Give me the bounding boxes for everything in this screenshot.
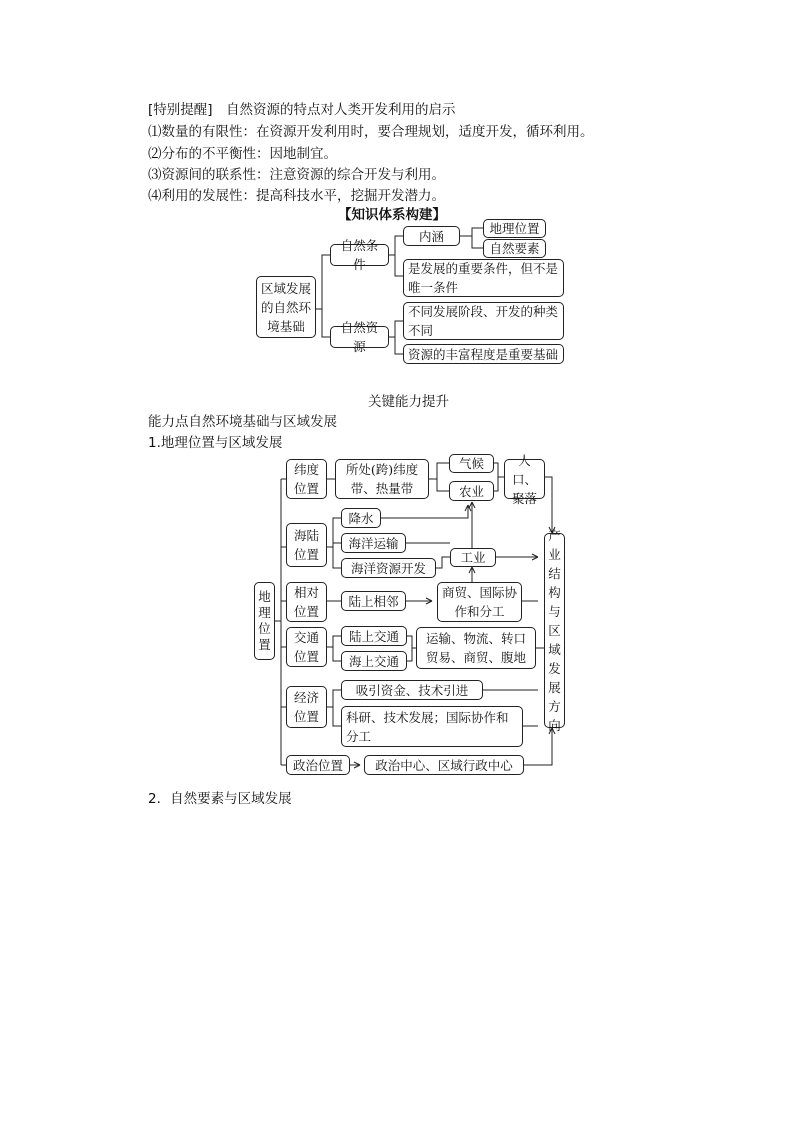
- ld-invest: 吸引资金、技术引进: [341, 680, 483, 700]
- ld-ocean-dev: 海洋资源开发: [341, 558, 436, 578]
- km-connotation: 内涵: [403, 226, 460, 246]
- km-natural-elements: 自然要素: [483, 239, 546, 258]
- tip-heading: [特别提醒] 自然资源的特点对人类开发利用的启示: [148, 102, 456, 118]
- ld-political-center: 政治中心、区域行政中心: [364, 755, 524, 775]
- ld-land-traffic: 陆上交通: [341, 626, 407, 646]
- ld-shipping: 海洋运输: [341, 533, 406, 553]
- ld-agriculture: 农业: [449, 481, 494, 501]
- km-natural-conditions: 自然条件: [330, 244, 389, 266]
- km-important-condition: 是发展的重要条件，但不是唯一条件: [403, 259, 564, 297]
- ld-logistics: 运输、物流、转口贸易、商贸、腹地: [416, 627, 536, 669]
- ld-economic: 经济位置: [286, 686, 327, 728]
- km-different-stage: 不同发展阶段、开发的种类不同: [403, 302, 564, 340]
- ld-transport: 交通位置: [286, 627, 327, 667]
- ld-sea-traffic: 海上交通: [341, 651, 407, 671]
- item-1-heading: 1.地理位置与区域发展: [148, 435, 283, 451]
- ld-industry: 工业: [450, 548, 496, 567]
- km-root: 区域发展的自然环境基础: [256, 276, 316, 338]
- section-title: 关键能力提升: [368, 394, 449, 410]
- ld-climate: 气候: [449, 454, 494, 473]
- km-natural-resources: 自然资源: [330, 326, 389, 348]
- section-subtitle: 能力点自然环境基础与区域发展: [148, 414, 337, 430]
- ld-population: 人口、聚落: [504, 459, 545, 499]
- ld-land-neighbor: 陆上相邻: [341, 591, 406, 611]
- km-abundance: 资源的丰富程度是重要基础: [403, 344, 564, 364]
- ld-outcome: 产业结构与区域发展方向: [544, 533, 565, 728]
- tip-point-1: ⑴数量的有限性：在资源开发利用时，要合理规划，适度开发，循环利用。: [148, 124, 594, 140]
- knowledge-map-title: 【知识体系构建】: [338, 207, 446, 223]
- ld-sea-land: 海陆位置: [286, 523, 327, 567]
- ld-research: 科研、技术发展；国际协作和分工: [341, 706, 523, 747]
- ld-precipitation: 降水: [341, 508, 381, 528]
- ld-relative: 相对位置: [286, 582, 327, 622]
- tip-point-4: ⑷利用的发展性：提高科技水平，挖掘开发潜力。: [148, 188, 445, 204]
- ld-lat-zone: 所处(跨)纬度带、热量带: [335, 459, 429, 499]
- ld-root: 地理位置: [254, 582, 275, 660]
- ld-political: 政治位置: [286, 755, 350, 775]
- ld-trade-coop: 商贸、国际协作和分工: [437, 582, 522, 622]
- km-geo-location: 地理位置: [483, 219, 546, 238]
- tip-point-2: ⑵分布的不平衡性：因地制宜。: [148, 146, 337, 162]
- item-2-heading: 2．自然要素与区域发展: [148, 791, 292, 807]
- ld-lat-position: 纬度位置: [286, 459, 327, 499]
- tip-point-3: ⑶资源间的联系性：注意资源的综合开发与利用。: [148, 167, 445, 183]
